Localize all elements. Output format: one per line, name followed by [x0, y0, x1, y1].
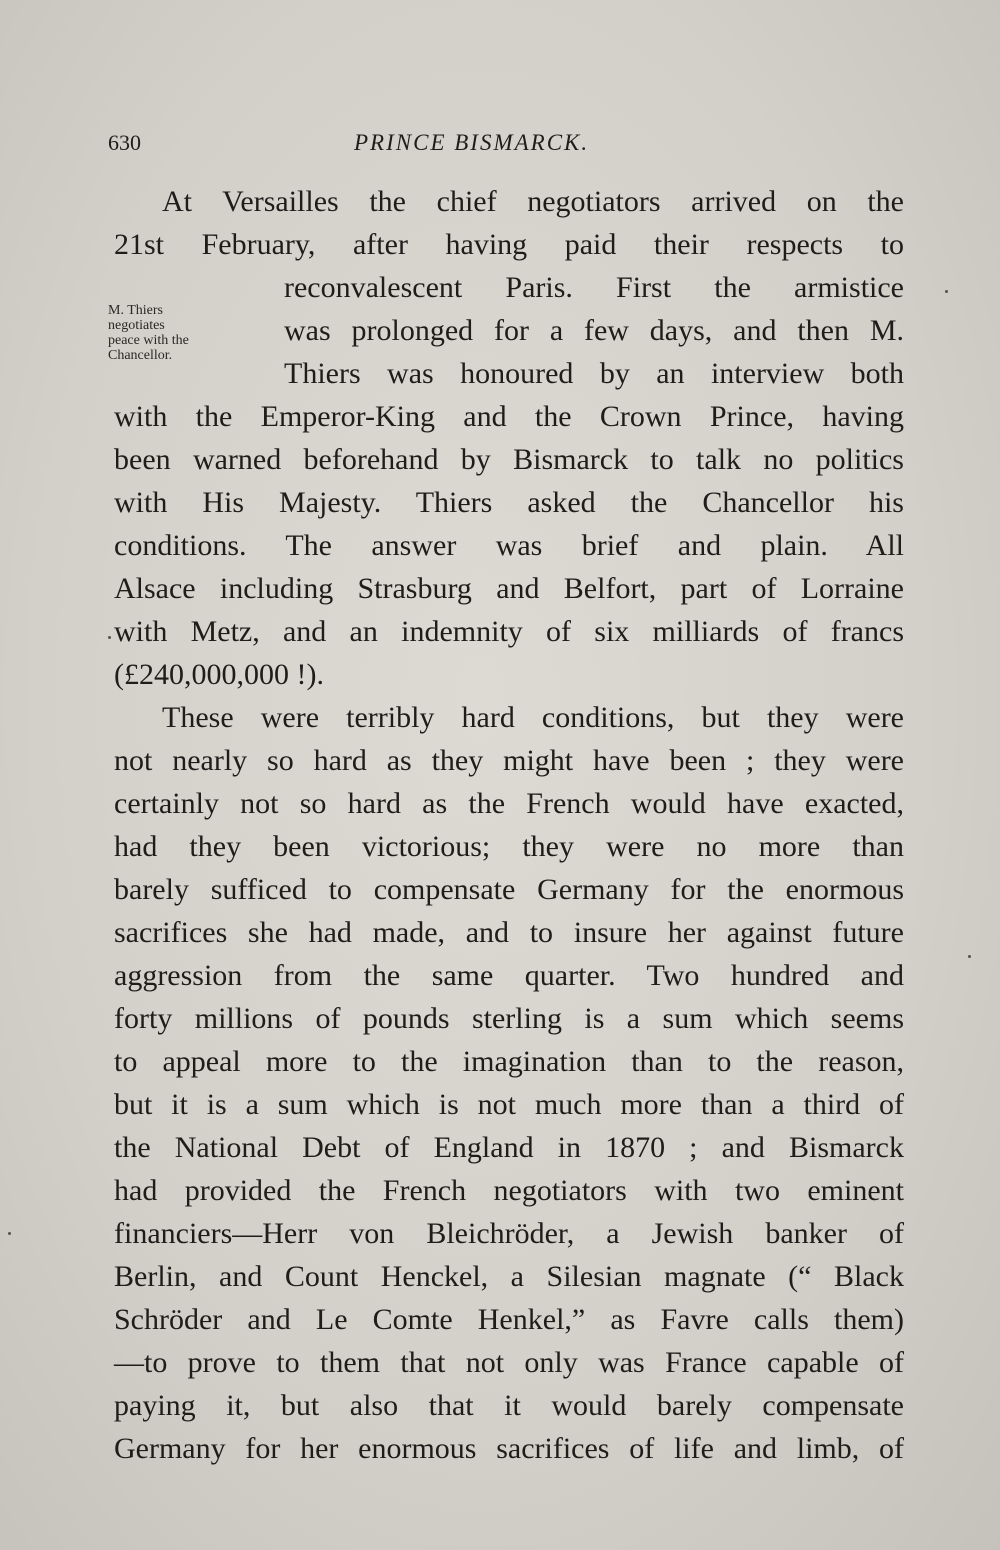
margin-note-line: peace with the — [108, 333, 189, 348]
text-line: had provided the French negotiators with two eminent — [114, 1174, 904, 1207]
text-line: Alsace including Strasburg and Belfort, part of Lorraine — [114, 572, 904, 605]
margin-note-line: Chancellor. — [108, 348, 173, 363]
text-line: paying it, but also that it would barely compensate — [114, 1389, 904, 1422]
text-line: —to prove to them that not only was France capable of — [114, 1346, 904, 1379]
text-line: with His Majesty. Thiers asked the Chancellor his — [114, 486, 904, 519]
text-line: with Metz, and an indemnity of six milliards of francs — [114, 615, 904, 648]
text-line: (£240,000,000 !). — [114, 658, 324, 691]
text-line: forty millions of pounds sterling is a sum which seems — [114, 1002, 904, 1035]
running-title: PRINCE BISMARCK. — [354, 130, 590, 155]
text-line: certainly not so hard as the French would have exacted, — [114, 787, 904, 820]
text-line: Germany for her enormous sacrifices of life and limb, of — [114, 1432, 904, 1465]
page-header — [108, 130, 908, 166]
text-line: to appeal more to the imagination than to the reason, — [114, 1045, 904, 1078]
text-line: the National Debt of England in 1870 ; and Bismarck — [114, 1131, 904, 1164]
text-line: Schröder and Le Comte Henkel,” as Favre calls them) — [114, 1303, 904, 1336]
paper-speck — [108, 636, 111, 639]
text-line: At Versailles the chief negotiators arrived on the — [162, 185, 904, 218]
text-line: but it is a sum which is not much more than a third of — [114, 1088, 904, 1121]
paper-speck — [968, 955, 971, 958]
paper-speck — [945, 290, 948, 293]
text-line: was prolonged for a few days, and then M. — [284, 314, 904, 347]
text-line: Berlin, and Count Henckel, a Silesian magnate (“ Black — [114, 1260, 904, 1293]
text-line: been warned beforehand by Bismarck to talk no politics — [114, 443, 904, 476]
body-text — [114, 180, 904, 1470]
text-line: barely sufficed to compensate Germany for the enormous — [114, 873, 904, 906]
text-line: Thiers was honoured by an interview both — [284, 357, 904, 390]
text-line: reconvalescent Paris. First the armistice — [284, 271, 904, 304]
margin-note-line: negotiates — [108, 318, 165, 333]
text-line: conditions. The answer was brief and plain. All — [114, 529, 904, 562]
page-number: 630 — [108, 130, 141, 155]
text-line: not nearly so hard as they might have been ; they were — [114, 744, 904, 777]
text-line: aggression from the same quarter. Two hundred and — [114, 959, 904, 992]
paper-speck — [8, 1232, 11, 1235]
text-line: had they been victorious; they were no more than — [114, 830, 904, 863]
text-line: These were terribly hard conditions, but they were — [162, 701, 904, 734]
margin-note-line: M. Thiers — [108, 303, 163, 318]
text-line: with the Emperor-King and the Crown Prince, having — [114, 400, 904, 433]
text-line: sacrifices she had made, and to insure her against future — [114, 916, 904, 949]
text-line: financiers—Herr von Bleichröder, a Jewish banker of — [114, 1217, 904, 1250]
text-line: 21st February, after having paid their respects to — [114, 228, 904, 261]
